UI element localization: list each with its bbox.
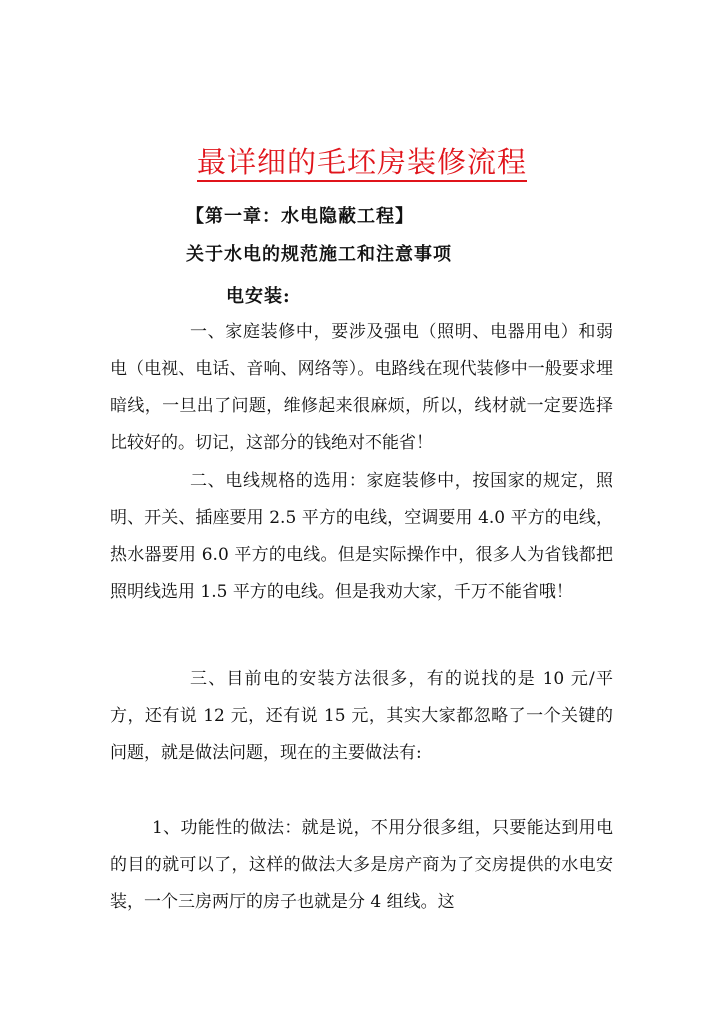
document-title xyxy=(0,142,724,182)
paragraph-1: 一、家庭装修中，要涉及强电（照明、电器用电）和弱电（电视、电话、音响、网络等）。电路线在现代装修中一般要求埋暗线，一旦出了问题，维修起来很麻烦，所以，线材就一定要选择比较好的。切记，这部分的钱绝对不能省！ xyxy=(110,322,613,453)
document-title-text: 最详细的毛坯房装修流程 xyxy=(197,145,527,182)
sub-heading: 关于水电的规范施工和注意事项 xyxy=(186,244,452,265)
paragraph-2: 二、电线规格的选用：家庭装修中，按国家的规定，照明、开关、插座要用 2.5 平方的电线，空调要用 4.0 平方的电线，热水器要用 6.0 平方的电线。但是实际操作中，很多人为省钱都把照明线选用 1.5 平方的电线。但是我劝大家，千万不能省哦！ xyxy=(110,471,613,602)
paragraph-3: 三、目前电的安装方法很多，有的说找的是 10 元/平方，还有说 12 元，还有说 15 元，其实大家都忽略了一个关键的问题，就是做法问题，现在的主要做法有: xyxy=(110,669,613,763)
paragraph-4: 1、功能性的做法：就是说，不用分很多组，只要能达到用电的目的就可以了，这样的做法大多是房产商为了交房提供的水电安装，一个三房两厅的房子也就是分 4 组线。这 xyxy=(110,818,613,912)
section-heading: 电安装: xyxy=(226,286,291,307)
chapter-heading: 【第一章：水电隐蔽工程】 xyxy=(186,206,414,227)
